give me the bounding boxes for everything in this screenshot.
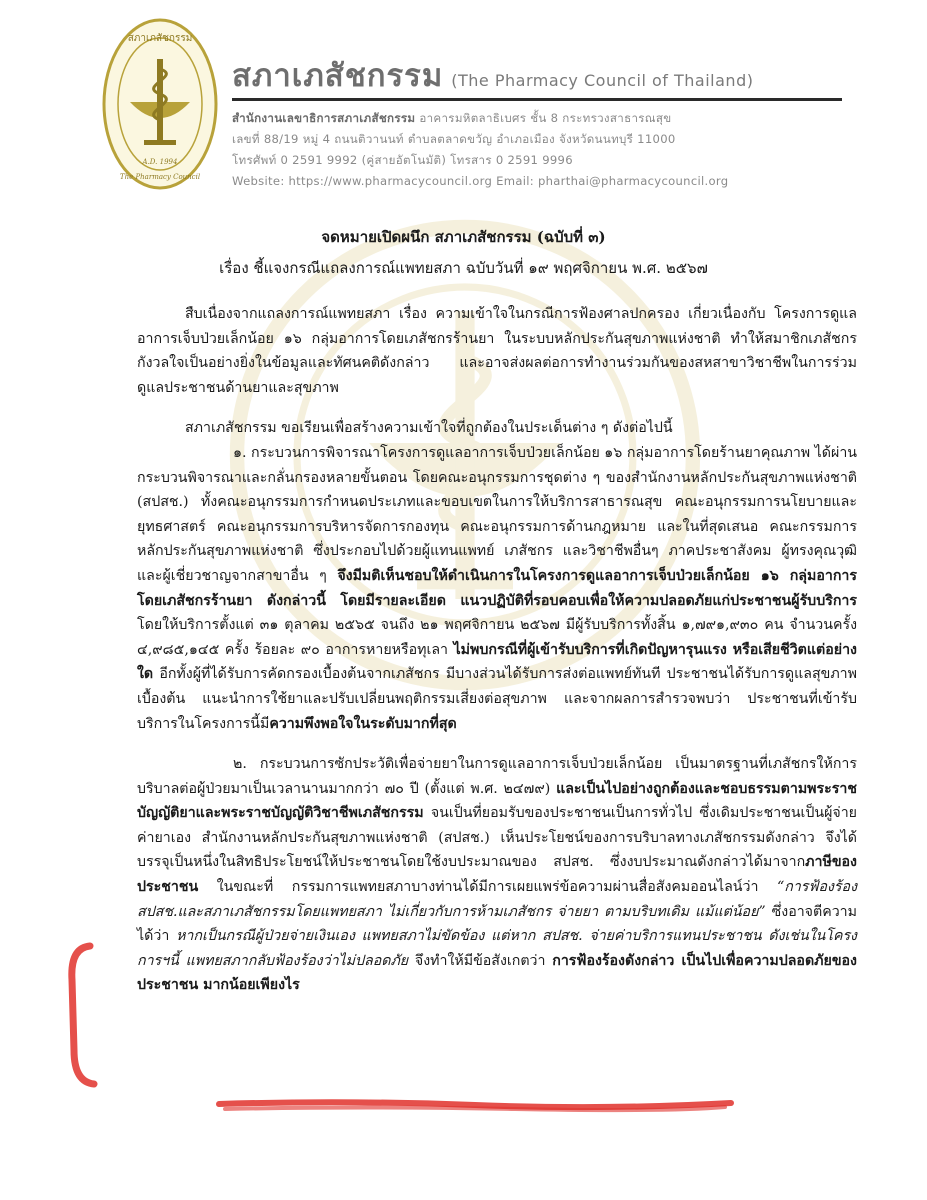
- item-1-bold-resolution: จึงมีมติเห็นชอบให้ดำเนินการในโครงการดูแลอาการเจ็บป่วยเล็กน้อย ๑๖ กลุ่มอาการโดยเภสัชกรร้านยา ดังกล่าวนี้ โดยมีรายละเอียด แนวปฏิบัติที่รอบคอบเพื่อให้ความปลอดภัยแก่ประชาชนผู้รับบริการ: [137, 567, 857, 609]
- item-2-bold-tax: ภาษีของประชาชน: [137, 854, 857, 896]
- phone-line: โทรศัพท์ 0 2591 9992 (คู่สายอัตโนมัติ) โทรสาร 0 2591 9996: [232, 153, 573, 167]
- office-name: สำนักงานเลขาธิการสภาเภสัชกรรม: [232, 111, 416, 125]
- item-2-bold-question: การฟ้องร้องดังกล่าว เป็นไปเพื่อความปลอดภัยของประชาชน มากน้อยเพียงไร: [137, 952, 857, 994]
- header-divider: [232, 98, 842, 101]
- item-2-italic-quote: “การฟ้องร้อง สปสช.และสภาเภสัชกรรมโดยแพทยสภา ไม่เกี่ยวกับการห้ามเภสัชกร จ่ายยา ตามบริบทเดิม แม้แต่น้อย”: [137, 879, 857, 920]
- svg-text:The Pharmacy Council: The Pharmacy Council: [119, 173, 201, 181]
- item-2-italic-interpretation: หากเป็นกรณีผู้ป่วยจ่ายเงินเอง แพทยสภาไม่ขัดข้อง แต่หาก สปสช. จ่ายค่าบริการแทนประชาชน ดังเช่นในโครงการฯนี้ แพทยสภากลับฟ้องร้องว่าไม่ปลอดภัย: [137, 928, 857, 969]
- lead-paragraph: สภาเภสัชกรรม ขอเรียนเพื่อสร้างความเข้าใจที่ถูกต้องในประเด็นต่าง ๆ ดังต่อไปนี้: [185, 420, 673, 437]
- address-line: เลขที่ 88/19 หมู่ 4 ถนนติวานนท์ ตำบลตลาดขวัญ อำเภอเมือง จังหวัดนนทบุรี 11000: [232, 132, 676, 146]
- item-2-paragraph: ๒. กระบวนการซักประวัติเพื่อจ่ายยาในการดูแลอาการเจ็บป่วยเล็กน้อย เป็นมาตรฐานที่เภสัชกรให้การบริบาลต่อผู้ป่วยมาเป็นเวลานานมากกว่า ๗๐ ปี (ตั้งแต่ พ.ศ. ๒๔๗๙) และเป็นไปอย่างถูกต้องและชอบธรรมตามพระราชบัญญัติยาและพระราชบัญญัติวิชาชีพเภสัชกรรม จนเป็นที่ยอมรับของประชาชนเป็นการทั่วไป ซึ่งเดิมประชาชนเป็นผู้จ่ายค่ายาเอง สำนักงานหลักประกันสุขภาพแห่งชาติ (สปสช.) เห็นประโยชน์ของการบริบาลทางเภสัชกรรมดังกล่าว จึงได้บรรจุเป็นหนึ่งในสิทธิประโยชน์ให้ประชาชนโดยใช้งบประมาณของ สปสช. ซึ่งงบประมาณดังกล่าวได้มาจากภาษีของประชาชน ในขณะที่ กรรมการแพทยสภาบางท่านได้มีการเผยแพร่ข้อความผ่านสื่อสังคมออนไลน์ว่า “การฟ้องร้อง สปสช.และสภาเภสัชกรรมโดยแพทยสภา ไม่เกี่ยวกับการห้ามเภสัชกร จ่ายยา ตามบริบทเดิม แม้แต่น้อย” ซึ่งอาจตีความได้ว่า หากเป็นกรณีผู้ป่วยจ่ายเงินเอง แพทยสภาไม่ขัดข้อง แต่หาก สปสช. จ่ายค่าบริการแทนประชาชน ดังเช่นในโครงการฯนี้ แพทยสภากลับฟ้องร้องว่าไม่ปลอดภัย จึงทำให้มีข้อสังเกตว่า การฟ้องร้องดังกล่าว เป็นไปเพื่อความปลอดภัยของประชาชน มากน้อยเพียงไร: [137, 756, 858, 994]
- office-line: [232, 110, 671, 128]
- pharmacy-council-seal-icon: [100, 14, 220, 194]
- org-name-thai: สภาเภสัชกรรม: [232, 58, 444, 94]
- office-location: อาคารมหิตลาธิเบศร ชั้น 8 กระทรวงสาธารณสุข: [419, 111, 672, 125]
- org-name-english: (The Pharmacy Council of Thailand): [451, 71, 754, 90]
- org-name: [232, 50, 753, 100]
- item-2-bold-legal: และเป็นไปอย่างถูกต้องและชอบธรรมตามพระราชบัญญัติยาและพระราชบัญญัติวิชาชีพเภสัชกรรม: [137, 780, 857, 822]
- svg-text:A.D. 1994: A.D. 1994: [142, 158, 178, 166]
- item-1-bold-safety: ไม่พบกรณีที่ผู้เข้ารับบริการที่เกิดปัญหารุนแรง หรือเสียชีวิตแต่อย่างใด: [137, 641, 857, 683]
- item-1-paragraph: ๑. กระบวนการพิจารณาโครงการดูแลอาการเจ็บป่วยเล็กน้อย ๑๖ กลุ่มอาการโดยร้านยาคุณภาพ ได้ผ่านกระบวนพิจารณาและกลั่นกรองหลายขั้นตอน โดยคณะอนุกรรมการชุดต่าง ๆ ของสำนักงานหลักประกันสุขภาพแห่งชาติ (สปสช.) ทั้งคณะอนุกรรมการกำหนดประเภทและขอบเขตในการให้บริการสาธารณสุข คณะอนุกรรมการนโยบายและยุทธศาสตร์ คณะอนุกรรมการบริหารจัดการกองทุน คณะอนุกรรมการด้านกฎหมาย และในที่สุดเสนอ คณะกรรมการหลักประกันสุขภาพแห่งชาติ ซึ่งประกอบไปด้วยผู้แทนแพทย์ เภสัชกร และวิชาชีพอื่นๆ ภาคประชาสังคม ผู้ทรงคุณวุฒิ และผู้เชี่ยวชาญจากสาขาอื่น ๆ จึงมีมติเห็นชอบให้ดำเนินการในโครงการดูแลอาการเจ็บป่วยเล็กน้อย ๑๖ กลุ่มอาการโดยเภสัชกรร้านยา ดังกล่าวนี้ โดยมีรายละเอียด แนวปฏิบัติที่รอบคอบเพื่อให้ความปลอดภัยแก่ประชาชนผู้รับบริการ โดยให้บริการตั้งแต่ ๓๑ ตุลาคม ๒๕๖๕ จนถึง ๒๑ พฤศจิกายน ๒๕๖๗ มีผู้รับบริการทั้งสิ้น ๑,๗๙๑,๙๓๐ คน จำนวนครั้ง ๔,๙๘๕,๑๔๕ ครั้ง ร้อยละ ๙๐ อาการหายหรือทุเลา ไม่พบกรณีที่ผู้เข้ารับบริการที่เกิดปัญหารุนแรง หรือเสียชีวิตแต่อย่างใด อีกทั้งผู้ที่ได้รับการคัดกรองเบื้องต้นจากเภสัชกร มีบางส่วนได้รับการส่งต่อแพทย์ทันที ประชาชนได้รับการดูแลสุขภาพเบื้องต้น แนะนำการใช้ยาและปรับเปลี่ยนพฤติกรรมเสี่ยงต่อสุขภาพ และจากผลการสำรวจพบว่า ประชาชนที่เข้ารับบริการในโครงการนี้มีความพึงพอใจในระดับมากที่สุด: [137, 444, 858, 732]
- intro-paragraph: สืบเนื่องจากแถลงการณ์แพทยสภา เรื่อง ความเข้าใจในกรณีการฟ้องศาลปกครอง เกี่ยวเนื่องกับ โครงการดูแลอาการเจ็บป่วยเล็กน้อย ๑๖ กลุ่มอาการโดยเภสัชกรร้านยา ในระบบหลักประกันสุขภาพแห่งชาติ ทำให้สมาชิกเภสัชกรกังวลใจเป็นอย่างยิ่งในข้อมูลและทัศนคติดังกล่าว และอาจส่งผลต่อการทำงานร่วมกันของสหสาขาวิชาชีพในการร่วมดูแลประชาชนด้านยาและสุขภาพ: [137, 306, 857, 396]
- letter-subject: เรื่อง ชี้แจงกรณีแถลงการณ์แพทยสภา ฉบับวันที่ ๑๙ พฤศจิกายน พ.ศ. ๒๕๖๗: [219, 259, 708, 277]
- item-2-number: ๒.: [233, 756, 247, 773]
- svg-text:สภาเภสัชกรรม: สภาเภสัชกรรม: [127, 33, 193, 44]
- letter-title: จดหมายเปิดผนึก สภาเภสัชกรรม (ฉบับที่ ๓): [321, 228, 606, 246]
- red-underline-annotation: [215, 1094, 735, 1118]
- web-line: Website: https://www.pharmacycouncil.org Email: pharthai@pharmacycouncil.org: [232, 174, 729, 188]
- red-bracket-annotation: [60, 940, 100, 1090]
- letter-body: [137, 302, 857, 998]
- item-1-number: ๑.: [233, 444, 247, 461]
- item-1-bold-satisfaction: ความพึงพอใจในระดับมากที่สุด: [269, 715, 457, 732]
